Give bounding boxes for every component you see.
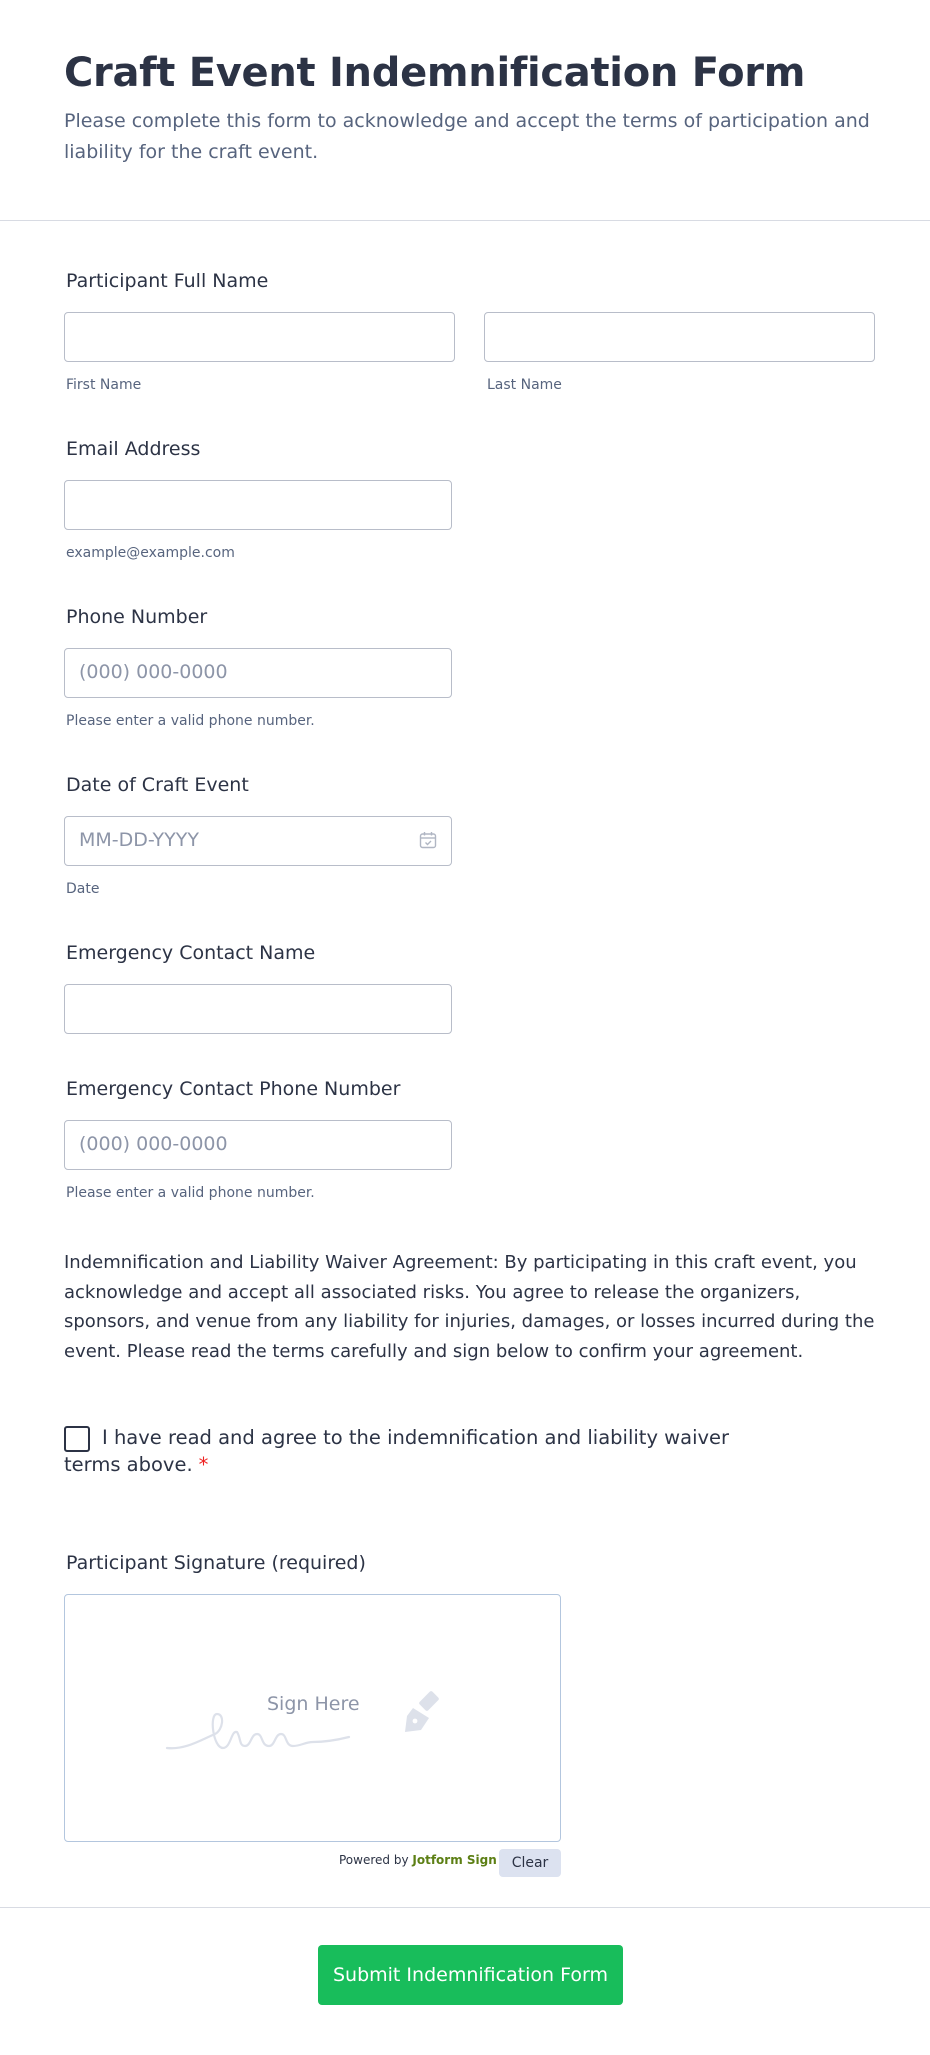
signature-pad[interactable] <box>64 1594 561 1842</box>
date-placeholder: MM-DD-YYYY <box>79 829 199 851</box>
emergency-phone-sublabel: Please enter a valid phone number. <box>66 1185 315 1201</box>
email-sublabel: example@example.com <box>66 545 235 561</box>
powered-by <box>339 1853 497 1867</box>
first-name-sublabel: First Name <box>66 377 142 393</box>
waiver-text: Indemnification and Liability Waiver Agreement: By participating in this craft event, you acknowledge and accept all associated risks. You agree to release the organizers, sponsors, and venue from any liability for injuries, damages, or losses incurred during the event. Please read the terms carefully and sign below to confirm your agreement. <box>64 1252 875 1362</box>
signature-label: Participant Signature (required) <box>66 1552 366 1574</box>
phone-input[interactable] <box>64 648 452 698</box>
form-subtitle: Please complete this form to acknowledge and accept the terms of participation and liability for the craft event. <box>64 110 870 163</box>
phone-sublabel: Please enter a valid phone number. <box>66 713 315 729</box>
date-input[interactable] <box>64 816 452 866</box>
sign-here-hint: Sign Here <box>267 1693 360 1715</box>
phone-label: Phone Number <box>66 606 208 628</box>
agree-label[interactable] <box>64 1424 784 1478</box>
emergency-name-label: Emergency Contact Name <box>66 942 316 964</box>
emergency-phone-input[interactable] <box>64 1120 452 1170</box>
email-label: Email Address <box>66 438 201 460</box>
submit-button[interactable]: Submit Indemnification Form <box>318 1945 623 2005</box>
first-name-input[interactable] <box>64 312 455 362</box>
email-input[interactable] <box>64 480 452 530</box>
emergency-phone-label: Emergency Contact Phone Number <box>66 1078 401 1100</box>
phone-placeholder: (000) 000-0000 <box>79 661 228 683</box>
form-footer <box>0 1907 930 2055</box>
last-name-sublabel: Last Name <box>487 377 562 393</box>
powered-prefix: Powered by <box>339 1853 409 1867</box>
last-name-input[interactable] <box>484 312 875 362</box>
date-sublabel: Date <box>66 881 100 897</box>
pen-icon <box>401 1690 447 1734</box>
calendar-icon[interactable] <box>419 831 437 849</box>
date-label: Date of Craft Event <box>66 774 249 796</box>
emergency-phone-placeholder: (000) 000-0000 <box>79 1133 228 1155</box>
form-header <box>0 0 930 221</box>
agree-label-text: I have read and agree to the indemnification and liability waiver terms above. <box>64 1426 730 1476</box>
required-marker: * <box>198 1453 209 1476</box>
page-title: Craft Event Indemnification Form <box>64 50 806 96</box>
emergency-name-input[interactable] <box>64 984 452 1034</box>
jotform-sign-brand: Jotform Sign <box>412 1853 497 1867</box>
participant-name-label: Participant Full Name <box>66 270 269 292</box>
clear-signature-button[interactable]: Clear <box>499 1849 561 1877</box>
